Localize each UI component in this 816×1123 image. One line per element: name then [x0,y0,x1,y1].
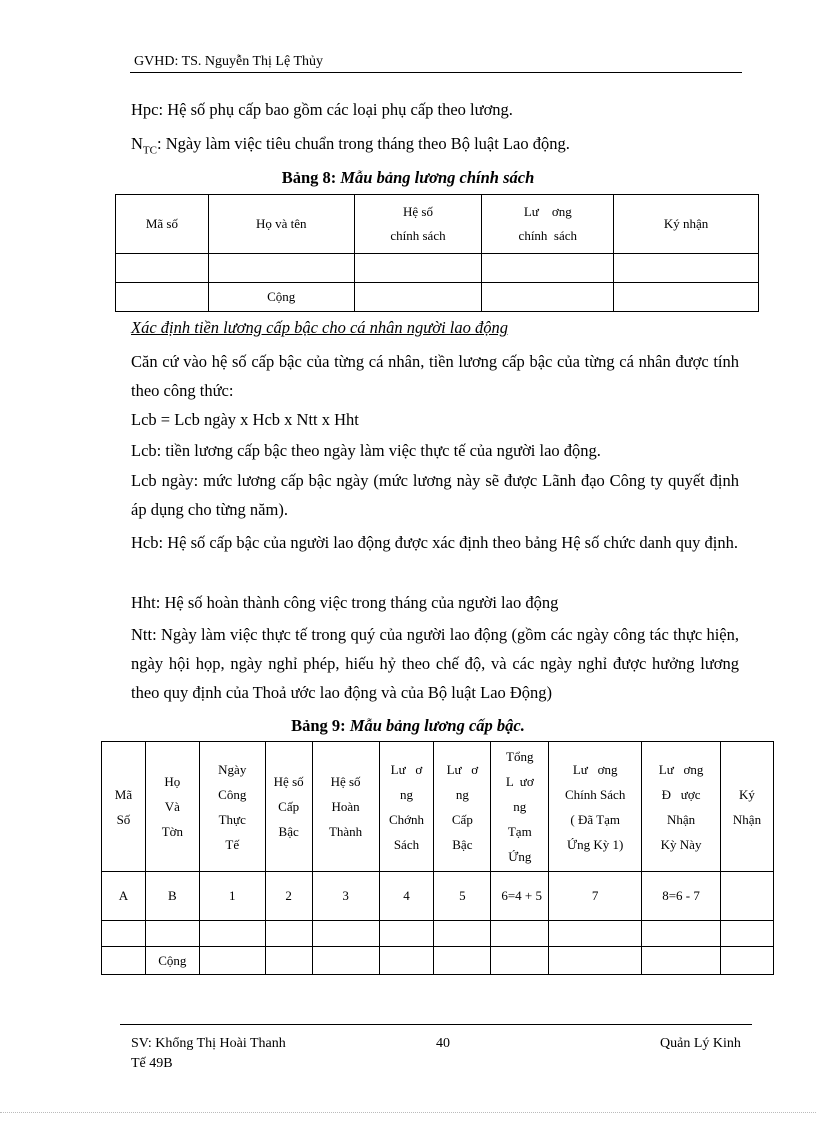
section-p1 [131,347,739,405]
table8-cell [354,283,482,312]
table9-header-cell [434,742,491,872]
table9-cell [265,947,312,975]
table9-code-cell: 5 [434,872,491,921]
table9-header-line: Tế [225,836,240,852]
table8-cell [482,283,614,312]
footer-rule [120,1024,752,1025]
table9-cell [379,921,434,947]
page-header: GVHD: TS. Nguyễn Thị Lệ Thủy [134,54,323,69]
table9-header-cell [199,742,265,872]
table8-header-line: Lư ơng [523,204,572,219]
table9-header-line: Lư ơng [658,761,704,777]
table9-header-cell [721,742,774,872]
table9-header-line: Công [218,786,247,802]
table9-header-line: Số [116,811,131,827]
hpc-line: Hpc: Hệ số phụ cấp bao gồm các loại phụ cấp theo lương. [131,100,513,119]
table9-cell [312,947,379,975]
table9-cell [642,921,721,947]
header-rule [130,72,742,73]
table9-header-line: Cấp [451,811,473,827]
ntc-line [131,134,570,156]
table9-cell [491,947,549,975]
table9-cell [491,921,549,947]
page-number: 40 [436,1036,450,1051]
table9-header-line: Tổng [506,749,534,764]
table9-header-line: Hệ số [330,774,361,789]
ntc-sub: TC [142,144,157,157]
table9-header-cell [265,742,312,872]
table8-cell [482,254,614,283]
table9-header-line: Chính Sách [565,786,626,802]
table8-total-row [116,283,759,312]
table9-header-line: Bậc [452,836,473,852]
table9-header-line: Ký [739,786,755,802]
table8-header-row [116,195,759,254]
table9-header-line: Tạm [507,824,532,839]
table9-cell [721,921,774,947]
table9-code-cell [721,872,774,921]
table9-header-line: Họ [164,774,181,789]
table9-cell [379,947,434,975]
table9-code-cell: 3 [312,872,379,921]
table9-cell [102,921,146,947]
table9-header-line: Lư ơng [572,761,618,777]
formula-line: Lcb = Lcb ngày x Hcb x Ntt x Hht [131,410,359,429]
table9-header-cell [491,742,549,872]
table9-header-cell [379,742,434,872]
footer-right: Quản Lý Kinh [660,1036,741,1051]
table9-cell [434,947,491,975]
table9-header-cell [642,742,721,872]
table9-header-line: Nhận [666,811,696,827]
table9-header-line: Ứng Kỳ 1) [567,836,624,852]
table9-header-line: Sách [393,836,420,852]
table8-cell [208,254,354,283]
table9-code-row [102,872,774,921]
table8-caption-title: Mẫu bảng lương chính sách [340,168,535,187]
table9-code-cell: 7 [549,872,642,921]
table8-header-cell: Ký nhận [614,195,759,254]
table9-header-line: Nhận [732,811,762,827]
table9-header-row [102,742,774,872]
table9-header-line: Cấp [278,799,300,814]
table9-header-cell [102,742,146,872]
table9-cell [265,921,312,947]
table9-header-line: Đ ược [661,786,701,802]
section-p1-text: Căn cứ vào hệ số cấp bậc của từng cá nhân, tiền lương cấp bậc của từng cá nhân được tính theo công thức: [131,352,739,400]
table9-header-line: Lư ơ [446,761,479,777]
table9-cell [721,947,774,975]
table9-header-line: ng [513,799,527,814]
table9-code-cell: 6=4 + 5 [491,872,549,921]
table9-header-line: Kỳ Này [660,836,702,852]
table8-total-label: Cộng [208,283,354,312]
table9-caption-label: Bảng 9: [291,716,350,735]
table9-header-line: Hoàn [331,799,360,814]
table9-total-row [102,947,774,975]
table9-header-line: Tờn [161,824,184,839]
table9-code-cell: 2 [265,872,312,921]
table8-header-cell: Họ và tên [208,195,354,254]
table9-header-cell [312,742,379,872]
table9-header-line: Hệ số [273,774,304,789]
table9-header-cell [145,742,199,872]
table9-header-line: Ứng [508,849,532,864]
table8-cell [354,254,482,283]
table-row [116,254,759,283]
section-p2: Lcb: tiền lương cấp bậc theo ngày làm việc thực tế của người lao động. [131,441,601,460]
table9-cell [199,947,265,975]
table9-cell [199,921,265,947]
table9-code-cell: 1 [199,872,265,921]
table9-header-line: Ngày [218,761,247,777]
table9-cell [312,921,379,947]
footer-left-2: Tế 49B [131,1056,173,1071]
table-row [102,921,774,947]
table8-header-line: Hệ số [403,204,433,219]
table8-cell [614,254,759,283]
table9-cell [549,947,642,975]
table8-cell [614,283,759,312]
table9-cell [642,947,721,975]
table9-header-line: Và [164,799,180,814]
table9-header-line: Bậc [278,824,299,839]
table9-header-line: Thành [328,824,363,839]
table9-caption-title: Mẫu bảng lương cấp bậc. [349,716,525,735]
ntc-prefix: N [131,134,143,153]
table9-total-label: Cộng [145,947,199,975]
table8-cell [116,254,209,283]
section-p4: Hcb: Hệ số cấp bậc của người lao động được xác định theo bảng Hệ số chức danh quy định. [131,533,738,552]
table8-header-line: chính sách [518,228,578,243]
table9-cell [145,921,199,947]
table8-header-cell [354,195,482,254]
table8-header-cell [482,195,614,254]
table9-code-cell: 4 [379,872,434,921]
table8-caption-label: Bảng 8: [281,168,341,187]
table9-header-line: Mã [114,786,133,802]
footer-left: SV: Khổng Thị Hoài Thanh [131,1036,286,1051]
page-edge-dots [0,1112,816,1113]
table8-caption [0,168,816,188]
section-subhead: Xác định tiền lương cấp bậc cho cá nhân người lao động [131,318,509,337]
table8-header-line: chính sách [390,228,446,243]
table9-code-cell: 8=6 - 7 [642,872,721,921]
table9-header-line: Lư ơ [390,761,423,777]
table9-header-line: ng [399,786,413,802]
table9 [101,741,774,975]
table8 [115,194,759,312]
table9-code-cell: B [145,872,199,921]
table9-cell [549,921,642,947]
table9-header-line: Thực [218,811,246,827]
table8-cell [116,283,209,312]
table9-cell [434,921,491,947]
section-p5: Hht: Hệ số hoàn thành công việc trong tháng của người lao động [131,593,559,612]
table9-header-line: ng [455,786,469,802]
ntc-rest: : Ngày làm việc tiêu chuẩn trong tháng theo Bộ luật Lao động. [156,134,570,153]
table9-caption [0,716,816,736]
table9-header-line: L ươ [505,774,534,789]
table9-cell [102,947,146,975]
table9-header-line: Chớnh [388,811,424,827]
table9-code-cell: A [102,872,146,921]
section-p6: Ntt: Ngày làm việc thực tế trong quý của người lao động (gồm các ngày công tác thực hiện, ngày hội họp, ngày nghỉ phép, hiếu hỷ theo chế độ, và các ngày nghỉ được hưởng lương theo quy định của Thoả ước lao động và của Bộ luật Lao Động) [131,625,739,702]
section-p3: Lcb ngày: mức lương cấp bậc ngày (mức lương này sẽ được Lãnh đạo Công ty quyết định áp dụng cho từng năm). [131,471,739,519]
table9-header-cell [549,742,642,872]
table9-header-line: ( Đã Tạm [570,811,620,827]
table8-header-cell: Mã số [116,195,209,254]
